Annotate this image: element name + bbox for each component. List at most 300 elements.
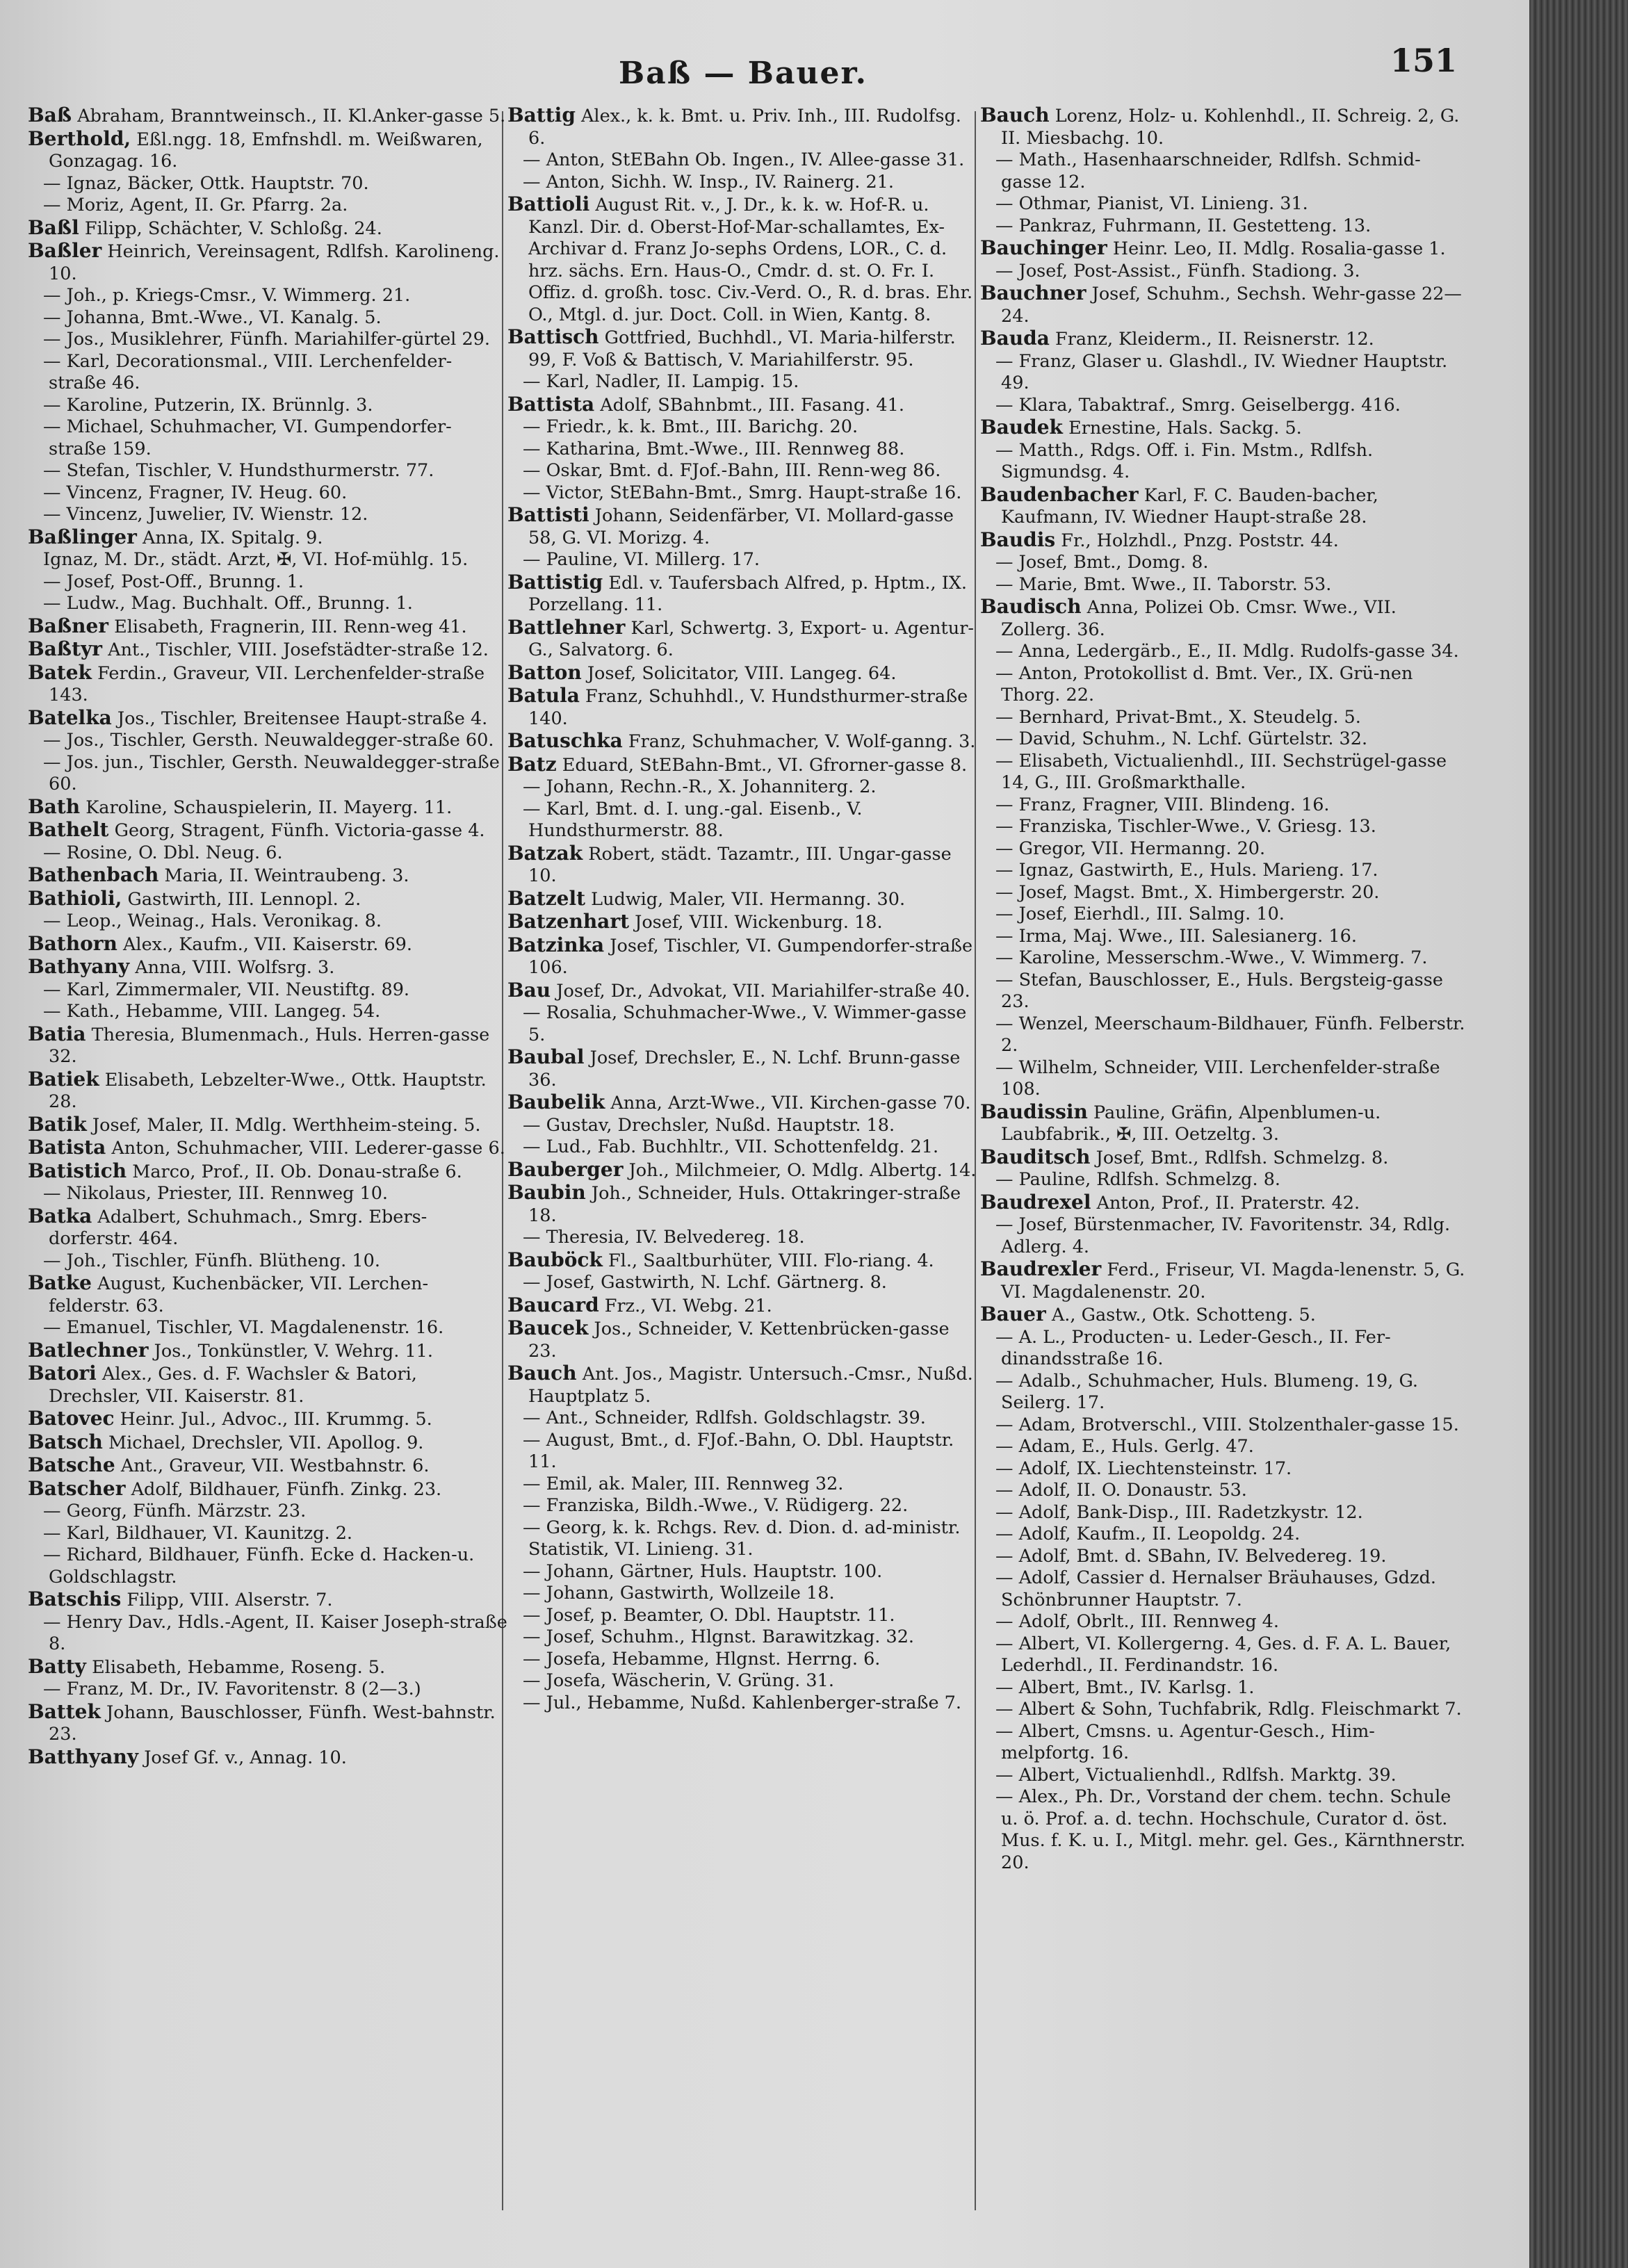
entry-surname: Bauböck bbox=[507, 1248, 603, 1271]
entry-surname: Battistig bbox=[507, 570, 603, 594]
directory-entry bbox=[980, 860, 1467, 882]
entry-surname: Batthyany bbox=[28, 1745, 139, 1768]
entry-details: — Josef, Schuhm., Hlgnst. Barawitzkag. 32. bbox=[523, 1626, 915, 1647]
entry-surname: Bathioli, bbox=[28, 886, 122, 910]
entry-details: — August, Bmt., d. FJof.-Bahn, O. Dbl. Hauptstr. 11. bbox=[523, 1429, 954, 1472]
directory-entry bbox=[28, 504, 507, 526]
directory-entry bbox=[980, 261, 1467, 283]
directory-entry bbox=[28, 549, 507, 571]
entry-details: A., Gastw., Otk. Schotteng. 5. bbox=[1051, 1305, 1316, 1325]
entry-details: — Klara, Tabaktraf., Smrg. Geiselbergg. 416. bbox=[995, 394, 1401, 416]
directory-entry bbox=[28, 819, 507, 842]
directory-entry bbox=[28, 1544, 507, 1588]
entry-details: — Josefa, Hebamme, Hlgnst. Herrng. 6. bbox=[523, 1648, 881, 1670]
entry-details: Theresia, Blumenmach., Huls. Herren-gasse 32. bbox=[49, 1024, 490, 1067]
entry-details: Alex., k. k. Bmt. u. Priv. Inh., III. Rudolfsg. 6. bbox=[528, 106, 961, 149]
entry-details: Karl, Schwertg. 3, Export- u. Agentur-G., Salvatorg. 6. bbox=[528, 617, 975, 660]
directory-entry bbox=[28, 571, 507, 594]
entry-details: — Gregor, VII. Hermanng. 20. bbox=[995, 838, 1266, 859]
entry-details: — Josef, Bürstenmacher, IV. Favoritenstr. 34, Rdlg. Adlerg. 4. bbox=[995, 1214, 1451, 1257]
directory-entry bbox=[507, 730, 980, 753]
directory-entry bbox=[28, 1205, 507, 1250]
directory-entry bbox=[980, 1458, 1467, 1480]
directory-entry bbox=[28, 888, 507, 911]
entry-surname: Baßler bbox=[28, 239, 102, 262]
directory-entry bbox=[507, 1583, 980, 1605]
directory-entry bbox=[507, 617, 980, 662]
entry-details: Marco, Prof., II. Ob. Donau-straße 6. bbox=[132, 1161, 462, 1182]
entry-surname: Batty bbox=[28, 1654, 86, 1678]
directory-entry bbox=[507, 371, 980, 393]
directory-entry bbox=[28, 482, 507, 505]
directory-entry bbox=[507, 1561, 980, 1583]
book-spine bbox=[1529, 0, 1628, 2268]
entry-details: Josef, Schuhm., Sechsh. Wehr-gasse 22—24. bbox=[1001, 284, 1462, 327]
entry-details: Ernestine, Hals. Sackg. 5. bbox=[1068, 418, 1302, 439]
entry-surname: Batzak bbox=[507, 841, 583, 865]
entry-details: — Karl, Bmt. d. I. ung.-gal. Eisenb., V. Hundsthurmerstr. 88. bbox=[523, 798, 863, 841]
entry-details: — Jos. jun., Tischler, Gersth. Neuwaldegger-straße 60. bbox=[43, 751, 500, 794]
directory-entry bbox=[507, 685, 980, 730]
entry-details: Elisabeth, Lebzelter-Wwe., Ottk. Hauptstr. 28. bbox=[49, 1069, 487, 1112]
directory-entry bbox=[980, 574, 1467, 596]
directory-entry bbox=[507, 1159, 980, 1182]
entry-details: Alex., Ges. d. F. Wachsler & Batori, Drechsler, VII. Kaiserstr. 81. bbox=[49, 1364, 417, 1407]
directory-entry bbox=[980, 215, 1467, 238]
directory-entry bbox=[28, 526, 507, 550]
entry-details: Josef, Solicitator, VIII. Langeg. 64. bbox=[587, 662, 897, 684]
directory-entry bbox=[28, 1679, 507, 1701]
directory-entry bbox=[980, 1327, 1467, 1371]
entry-details: Ludwig, Maler, VII. Hermanng. 30. bbox=[591, 888, 906, 910]
directory-entry bbox=[28, 416, 507, 460]
entry-details: Josef, Drechsler, E., N. Lchf. Brunn-gasse 36. bbox=[528, 1047, 961, 1091]
entry-surname: Batlechner bbox=[28, 1338, 149, 1362]
entry-surname: Battista bbox=[507, 392, 595, 416]
directory-entry bbox=[507, 104, 980, 149]
directory-entry bbox=[980, 1699, 1467, 1721]
directory-entry bbox=[507, 1474, 980, 1496]
entry-surname: Bauer bbox=[980, 1303, 1046, 1325]
directory-entry bbox=[507, 934, 980, 979]
page-number: 151 bbox=[1390, 42, 1458, 79]
entry-surname: Battisti bbox=[507, 503, 589, 526]
directory-entry bbox=[28, 662, 507, 707]
directory-entry bbox=[507, 1626, 980, 1649]
entry-surname: Batton bbox=[507, 660, 582, 684]
entry-details: Josef, VIII. Wickenburg. 18. bbox=[635, 912, 883, 933]
directory-entry bbox=[507, 460, 980, 482]
entry-details: Michael, Drechsler, VII. Apollog. 9. bbox=[108, 1432, 424, 1453]
directory-entry bbox=[28, 842, 507, 865]
directory-entry bbox=[28, 730, 507, 752]
entry-details: — Karoline, Messerschm.-Wwe., V. Wimmerg. 7. bbox=[995, 947, 1428, 968]
entry-details: — Johann, Gärtner, Huls. Hauptstr. 100. bbox=[523, 1560, 883, 1582]
entry-details: Eßl.ngg. 18, Emfnshdl. m. Weißwaren, Gonzagag. 16. bbox=[49, 129, 483, 172]
entry-surname: Bathenbach bbox=[28, 863, 159, 886]
directory-entry bbox=[980, 596, 1467, 641]
directory-entry bbox=[507, 193, 980, 326]
directory-entry bbox=[28, 956, 507, 979]
entry-details: — Michael, Schuhmacher, VI. Gumpendorfer-straße 159. bbox=[43, 416, 452, 459]
entry-details: — Karoline, Putzerin, IX. Brünnlg. 3. bbox=[43, 394, 373, 416]
entry-details: — Wenzel, Meerschaum-Bildhauer, Fünfh. Felberstr. 2. bbox=[995, 1013, 1465, 1056]
directory-entry bbox=[980, 838, 1467, 860]
directory-entry bbox=[507, 416, 980, 439]
entry-details: — Alex., Ph. Dr., Vorstand der chem. techn. Schule u. ö. Prof. a. d. techn. Hochschule, Curator d. öst. Mus. f. K. u. I., Mitgl. mehr. gel. Ges., Kärnthnerstr. 20. bbox=[995, 1786, 1466, 1873]
entry-details: — Adalb., Schuhmacher, Huls. Blumeng. 19, G. Seilerg. 17. bbox=[995, 1370, 1419, 1413]
entry-details: Pauline, Gräfin, Alpenblumen-u. Laubfabrik., ✠, III. Oetzeltg. 3. bbox=[1001, 1102, 1381, 1145]
entry-details: — Adolf, Bank-Disp., III. Radetzkystr. 12. bbox=[995, 1501, 1363, 1523]
entry-details: Gastwirth, III. Lennopl. 2. bbox=[127, 888, 361, 910]
entry-surname: Battlehner bbox=[507, 615, 626, 639]
entry-details: Joh., Milchmeier, O. Mdlg. Albertg. 14. bbox=[628, 1159, 977, 1181]
entry-surname: Baß bbox=[28, 104, 72, 127]
entry-details: — Lud., Fab. Buchhltr., VII. Schottenfeldg. 21. bbox=[523, 1136, 939, 1157]
entry-details: — Georg, k. k. Rchgs. Rev. d. Dion. d. ad-ministr. Statistik, VI. Linieng. 31. bbox=[523, 1517, 961, 1560]
entry-surname: Battig bbox=[507, 104, 576, 127]
entry-details: — Anton, Protokollist d. Bmt. Ver., IX. Grü-nen Thorg. 22. bbox=[995, 662, 1413, 705]
entry-details: — Adolf, IX. Liechtensteinstr. 17. bbox=[995, 1458, 1292, 1479]
entry-details: — Ant., Schneider, Rdlfsh. Goldschlagstr. 39. bbox=[523, 1408, 926, 1428]
entry-details: — Stefan, Tischler, V. Hundsthurmerstr. 77. bbox=[43, 460, 434, 481]
directory-entry bbox=[507, 326, 980, 371]
entry-surname: Bauberger bbox=[507, 1157, 624, 1181]
entry-details: — Irma, Maj. Wwe., III. Salesianerg. 16. bbox=[995, 925, 1357, 947]
entry-details: Adalbert, Schuhmach., Smrg. Ebers-dorferstr. 464. bbox=[49, 1206, 428, 1249]
entry-details: — Richard, Bildhauer, Fünfh. Ecke d. Hacken-u. Goldschlagstr. bbox=[43, 1544, 475, 1588]
directory-entry bbox=[28, 707, 507, 731]
entry-details: Anna, VIII. Wolfsrg. 3. bbox=[135, 957, 335, 978]
entry-details: Karl, F. C. Bauden-bacher, Kaufmann, IV. Wiedner Haupt-straße 28. bbox=[1001, 484, 1378, 528]
directory-entry bbox=[28, 1408, 507, 1431]
directory-entry bbox=[980, 1721, 1467, 1765]
entry-surname: Bauchinger bbox=[980, 236, 1107, 259]
directory-entry bbox=[507, 1182, 980, 1227]
entry-details: — Joh., p. Kriegs-Cmsr., V. Wimmerg. 21. bbox=[43, 285, 411, 306]
directory-entry bbox=[507, 439, 980, 461]
entry-surname: Bathorn bbox=[28, 931, 117, 955]
directory-entry bbox=[28, 796, 507, 819]
entry-details: — Theresia, IV. Belvedereg. 18. bbox=[523, 1227, 805, 1248]
directory-entry bbox=[28, 240, 507, 285]
directory-entry bbox=[507, 393, 980, 417]
entry-details: — Johanna, Bmt.-Wwe., VI. Kanalg. 5. bbox=[43, 307, 382, 328]
directory-entry bbox=[28, 752, 507, 796]
entry-details: Heinr. Leo, II. Mdlg. Rosalia-gasse 1. bbox=[1112, 238, 1446, 259]
directory-entry bbox=[28, 1701, 507, 1746]
directory-entry bbox=[507, 1317, 980, 1362]
entry-surname: Batovec bbox=[28, 1407, 115, 1430]
directory-entry bbox=[980, 1101, 1467, 1146]
entry-details: Georg, Stragent, Fünfh. Victoria-gasse 4. bbox=[114, 820, 485, 841]
directory-entry bbox=[28, 1023, 507, 1068]
directory-entry bbox=[980, 1013, 1467, 1057]
entry-surname: Baudisch bbox=[980, 595, 1082, 618]
entry-details: Eduard, StEBahn-Bmt., VI. Gfrorner-gasse 8. bbox=[562, 754, 968, 776]
entry-details: — Kath., Hebamme, VIII. Langeg. 54. bbox=[43, 1001, 381, 1022]
directory-entry bbox=[507, 1046, 980, 1091]
entry-surname: Baubin bbox=[507, 1181, 586, 1204]
directory-entry bbox=[980, 1524, 1467, 1546]
directory-entry bbox=[507, 776, 980, 799]
directory-entry bbox=[28, 1746, 507, 1770]
directory-entry bbox=[980, 1371, 1467, 1414]
directory-entry bbox=[980, 193, 1467, 215]
entry-details: Elisabeth, Fragnerin, III. Renn-weg 41. bbox=[114, 616, 467, 637]
entry-details: Ant. Jos., Magistr. Untersuch.-Cmsr., Nußd. Hauptplatz 5. bbox=[528, 1364, 973, 1407]
entry-details: Filipp, VIII. Alserstr. 7. bbox=[127, 1590, 333, 1610]
directory-entry bbox=[28, 351, 507, 395]
entry-details: Karoline, Schauspielerin, II. Mayerg. 11. bbox=[86, 797, 453, 818]
directory-entry bbox=[980, 1303, 1467, 1327]
entry-details: — Gustav, Drechsler, Nußd. Hauptstr. 18. bbox=[523, 1114, 895, 1136]
directory-entry bbox=[28, 173, 507, 195]
entry-surname: Batka bbox=[28, 1204, 92, 1227]
entry-surname: Baßtyr bbox=[28, 637, 103, 660]
directory-entry bbox=[980, 794, 1467, 817]
entry-details: Ant., Graveur, VII. Westbahnstr. 6. bbox=[120, 1455, 430, 1476]
entry-surname: Baßl bbox=[28, 215, 79, 239]
entry-details: — Josef, Eierhdl., III. Salmg. 10. bbox=[995, 904, 1285, 924]
entry-details: — Victor, StEBahn-Bmt., Smrg. Haupt-straße 16. bbox=[523, 482, 962, 503]
directory-entry bbox=[980, 663, 1467, 707]
entry-details: — Anton, StEBahn Ob. Ingen., IV. Allee-gasse 31. bbox=[523, 149, 965, 170]
entry-details: Alex., Kaufm., VII. Kaiserstr. 69. bbox=[123, 933, 413, 955]
entry-details: — A. L., Producten- u. Leder-Gesch., II. Fer-dinandsstraße 16. bbox=[995, 1326, 1391, 1369]
entry-details: — Elisabeth, Victualienhdl., III. Sechstrügel-gasse 14, G., III. Großmarkthalle. bbox=[995, 750, 1447, 793]
entry-details: — Anton, Sichh. W. Insp., IV. Rainerg. 21. bbox=[523, 171, 895, 193]
entry-details: — Albert, Victualienhdl., Rdlfsh. Marktg. 39. bbox=[995, 1764, 1397, 1786]
entry-details: Josef, Tischler, VI. Gumpendorfer-straße 106. bbox=[528, 935, 973, 978]
directory-entry bbox=[28, 593, 507, 615]
directory-entry bbox=[28, 195, 507, 217]
entry-details: Josef Gf. v., Annag. 10. bbox=[144, 1747, 347, 1768]
entry-details: Ignaz, M. Dr., städt. Arzt, ✠, VI. Hof-mühlg. 15. bbox=[43, 549, 469, 570]
entry-surname: Bauda bbox=[980, 327, 1050, 350]
entry-details: — Adolf, II. O. Donaustr. 53. bbox=[995, 1480, 1247, 1501]
entry-surname: Battisch bbox=[507, 325, 599, 348]
directory-entry bbox=[980, 1258, 1467, 1303]
directory-entry bbox=[28, 1160, 507, 1184]
entry-surname: Bathelt bbox=[28, 818, 109, 841]
directory-entry bbox=[28, 911, 507, 933]
entry-details: — Pankraz, Fuhrmann, II. Gestetteng. 13. bbox=[995, 215, 1371, 236]
entry-details: — Franziska, Bildh.-Wwe., V. Rüdigerg. 22. bbox=[523, 1495, 909, 1516]
entry-details: — Jos., Musiklehrer, Fünfh. Mariahilfer-gürtel 29. bbox=[43, 329, 490, 350]
directory-entry bbox=[28, 1612, 507, 1656]
entry-details: Jos., Tischler, Breitensee Haupt-straße 4. bbox=[117, 708, 488, 729]
entry-surname: Batik bbox=[28, 1112, 87, 1136]
directory-entry bbox=[980, 237, 1467, 261]
entry-details: — Albert, Bmt., IV. Karlsg. 1. bbox=[995, 1676, 1255, 1698]
entry-details: Lorenz, Holz- u. Kohlenhdl., II. Schreig. 2, G. II. Miesbachg. 10. bbox=[1001, 106, 1460, 149]
directory-entry bbox=[507, 911, 980, 934]
entry-surname: Baudrexel bbox=[980, 1190, 1091, 1214]
directory-entry bbox=[980, 440, 1467, 484]
directory-entry bbox=[980, 641, 1467, 663]
directory-entry bbox=[28, 104, 507, 128]
entry-details: — Stefan, Bauschlosser, E., Huls. Bergsteig-gasse 23. bbox=[995, 969, 1443, 1012]
entry-surname: Berthold, bbox=[28, 127, 131, 150]
directory-entry bbox=[980, 552, 1467, 574]
entry-details: — Henry Dav., Hdls.-Agent, II. Kaiser Joseph-straße 8. bbox=[43, 1611, 507, 1654]
entry-details: — Oskar, Bmt. d. FJof.-Bahn, III. Renn-weg 86. bbox=[523, 460, 941, 481]
entry-details: — Karl, Zimmermaler, VII. Neustiftg. 89. bbox=[43, 979, 410, 1000]
entry-details: — Friedr., k. k. Bmt., III. Barichg. 20. bbox=[523, 416, 858, 437]
directory-entry bbox=[507, 149, 980, 172]
entry-details: — Math., Hasenhaarschneider, Rdlfsh. Schmid-gasse 12. bbox=[995, 149, 1421, 193]
entry-surname: Bauch bbox=[507, 1362, 577, 1385]
entry-surname: Bath bbox=[28, 794, 81, 818]
entry-details: — Adolf, Obrlt., III. Rennweg 4. bbox=[995, 1611, 1279, 1632]
entry-surname: Batia bbox=[28, 1022, 86, 1045]
directory-entry bbox=[28, 329, 507, 351]
entry-surname: Baubelik bbox=[507, 1091, 605, 1113]
entry-details: — Katharina, Bmt.-Wwe., III. Rennweg 88. bbox=[523, 438, 905, 459]
directory-entry bbox=[980, 416, 1467, 440]
directory-entry bbox=[28, 128, 507, 173]
entry-surname: Bauch bbox=[980, 104, 1050, 127]
directory-entry bbox=[28, 1588, 507, 1612]
entry-details: — Adam, E., Huls. Gerlg. 47. bbox=[995, 1436, 1254, 1457]
entry-details: Franz, Kleiderm., II. Reisnerstr. 12. bbox=[1055, 329, 1374, 350]
entry-surname: Baubal bbox=[507, 1045, 585, 1068]
entry-surname: Batschis bbox=[28, 1588, 122, 1610]
entry-details: — Bernhard, Privat-Bmt., X. Steudelg. 5. bbox=[995, 706, 1361, 728]
entry-details: Josef, Dr., Advokat, VII. Mariahilfer-straße 40. bbox=[556, 980, 970, 1002]
entry-details: — Ludw., Mag. Buchhalt. Off., Brunng. 1. bbox=[43, 593, 413, 614]
entry-surname: Battioli bbox=[507, 193, 590, 215]
entry-details: — Rosine, O. Dbl. Neug. 6. bbox=[43, 842, 283, 863]
directory-entry bbox=[980, 484, 1467, 529]
entry-surname: Baudek bbox=[980, 416, 1063, 439]
directory-entry bbox=[980, 351, 1467, 395]
entry-details: — Marie, Bmt. Wwe., II. Taborstr. 53. bbox=[995, 573, 1332, 595]
entry-surname: Batista bbox=[28, 1136, 106, 1159]
directory-entry bbox=[507, 1249, 980, 1273]
directory-entry bbox=[28, 395, 507, 417]
directory-entry bbox=[28, 638, 507, 662]
directory-entry bbox=[507, 1002, 980, 1046]
directory-entry bbox=[28, 1001, 507, 1023]
entry-surname: Batistich bbox=[28, 1159, 127, 1182]
directory-entry bbox=[980, 707, 1467, 729]
directory-entry bbox=[507, 1517, 980, 1561]
directory-entry bbox=[28, 1317, 507, 1339]
entry-surname: Bau bbox=[507, 978, 551, 1002]
directory-entry bbox=[980, 1502, 1467, 1524]
entry-surname: Batsche bbox=[28, 1453, 115, 1476]
entry-details: Ferd., Friseur, VI. Magda-lenenstr. 5, G. VI. Magdalenenstr. 20. bbox=[1001, 1259, 1465, 1303]
entry-surname: Baudrexler bbox=[980, 1257, 1102, 1280]
directory-entry bbox=[980, 327, 1467, 351]
entry-details: — Othmar, Pianist, VI. Linieng. 31. bbox=[995, 193, 1308, 214]
directory-entry bbox=[28, 979, 507, 1002]
entry-details: Anton, Prof., II. Praterstr. 42. bbox=[1096, 1192, 1360, 1214]
directory-entry bbox=[28, 1183, 507, 1205]
entry-surname: Baudis bbox=[980, 528, 1056, 551]
directory-entry bbox=[980, 282, 1467, 327]
entry-surname: Baßner bbox=[28, 614, 109, 637]
directory-entry bbox=[507, 1605, 980, 1627]
entry-details: — Franz, M. Dr., IV. Favoritenstr. 8 (2—3.) bbox=[43, 1679, 421, 1699]
directory-entry bbox=[28, 1501, 507, 1523]
directory-entry bbox=[980, 728, 1467, 751]
entry-details: — Ignaz, Gastwirth, E., Huls. Marieng. 17. bbox=[995, 860, 1378, 881]
entry-details: August, Kuchenbäcker, VII. Lerchen-felderstr. 63. bbox=[49, 1273, 429, 1316]
entry-surname: Batscher bbox=[28, 1476, 126, 1500]
entry-details: — Matth., Rdgs. Off. i. Fin. Mstm., Rdlfsh. Sigmundsg. 4. bbox=[995, 439, 1374, 482]
entry-surname: Batzenhart bbox=[507, 910, 629, 933]
entry-surname: Batori bbox=[28, 1362, 97, 1385]
directory-entry bbox=[980, 926, 1467, 948]
entry-surname: Baucard bbox=[507, 1293, 599, 1316]
entry-details: — Johann, Rechn.-R., X. Johanniterg. 2. bbox=[523, 776, 877, 797]
directory-entry bbox=[507, 662, 980, 685]
directory-entry bbox=[507, 1670, 980, 1692]
directory-entry bbox=[507, 1362, 980, 1408]
entry-details: — Vincenz, Fragner, IV. Heug. 60. bbox=[43, 482, 348, 503]
entry-details: — Karl, Bildhauer, VI. Kaunitzg. 2. bbox=[43, 1522, 353, 1544]
entry-details: Filipp, Schächter, V. Schloßg. 24. bbox=[84, 218, 382, 239]
entry-details: Ferdin., Graveur, VII. Lerchenfelder-straße 143. bbox=[49, 662, 485, 705]
directory-entry bbox=[507, 172, 980, 194]
directory-entry bbox=[28, 307, 507, 329]
entry-details: — Rosalia, Schuhmacher-Wwe., V. Wimmer-gasse 5. bbox=[523, 1002, 967, 1045]
directory-entry bbox=[980, 751, 1467, 794]
entry-details: Robert, städt. Tazamtr., III. Ungar-gasse 10. bbox=[528, 843, 952, 886]
entry-details: Adolf, SBahnbmt., III. Fasang. 41. bbox=[600, 394, 904, 416]
entry-details: Franz, Schuhhdl., V. Hundsthurmer-straße 140. bbox=[528, 686, 968, 729]
directory-entry bbox=[980, 1214, 1467, 1258]
directory-entry bbox=[980, 1191, 1467, 1215]
entry-details: — Moriz, Agent, II. Gr. Pfarrg. 2a. bbox=[43, 195, 348, 215]
directory-entry bbox=[980, 1057, 1467, 1101]
entry-surname: Batelka bbox=[28, 705, 112, 729]
entry-details: — Josef, p. Beamter, O. Dbl. Hauptstr. 11. bbox=[523, 1604, 895, 1626]
entry-surname: Batz bbox=[507, 752, 557, 776]
directory-entry bbox=[980, 1546, 1467, 1568]
entry-details: Abraham, Branntweinsch., II. Kl.Anker-gasse 5. bbox=[77, 106, 506, 127]
entry-details: — David, Schuhm., N. Lchf. Gürtelstr. 32. bbox=[995, 728, 1368, 749]
entry-surname: Batula bbox=[507, 684, 580, 707]
directory-entry bbox=[980, 904, 1467, 926]
entry-details: Gottfried, Buchhdl., VI. Maria-hilferstr. 99, F. Voß & Battisch, V. Mariahilferstr. 95. bbox=[528, 327, 956, 370]
directory-entry bbox=[980, 1567, 1467, 1611]
directory-entry bbox=[980, 882, 1467, 904]
entry-surname: Bauchner bbox=[980, 282, 1086, 304]
directory-entry bbox=[507, 888, 980, 911]
page-header bbox=[0, 28, 1529, 104]
directory-entry bbox=[28, 1250, 507, 1273]
entry-surname: Batsch bbox=[28, 1430, 103, 1453]
entry-details: — Ignaz, Bäcker, Ottk. Hauptstr. 70. bbox=[43, 172, 369, 194]
entry-details: Frz., VI. Webg. 21. bbox=[604, 1295, 772, 1316]
entry-surname: Batuschka bbox=[507, 729, 623, 752]
directory-entry bbox=[507, 1430, 980, 1474]
entry-details: — Johann, Gastwirth, Wollzeile 18. bbox=[523, 1583, 835, 1604]
entry-details: Ant., Tischler, VIII. Josefstädter-straße 12. bbox=[108, 639, 489, 660]
entry-details: Anna, IX. Spitalg. 9. bbox=[142, 527, 323, 548]
entry-details: Jos., Tonkünstler, V. Wehrg. 11. bbox=[154, 1340, 433, 1362]
entry-surname: Bauditsch bbox=[980, 1145, 1091, 1168]
entry-details: — Georg, Fünfh. Märzstr. 23. bbox=[43, 1501, 307, 1521]
directory-entry bbox=[507, 753, 980, 777]
entry-details: — Wilhelm, Schneider, VIII. Lerchenfelder-straße 108. bbox=[995, 1057, 1440, 1100]
directory-entry bbox=[28, 460, 507, 482]
directory-entry bbox=[980, 970, 1467, 1013]
